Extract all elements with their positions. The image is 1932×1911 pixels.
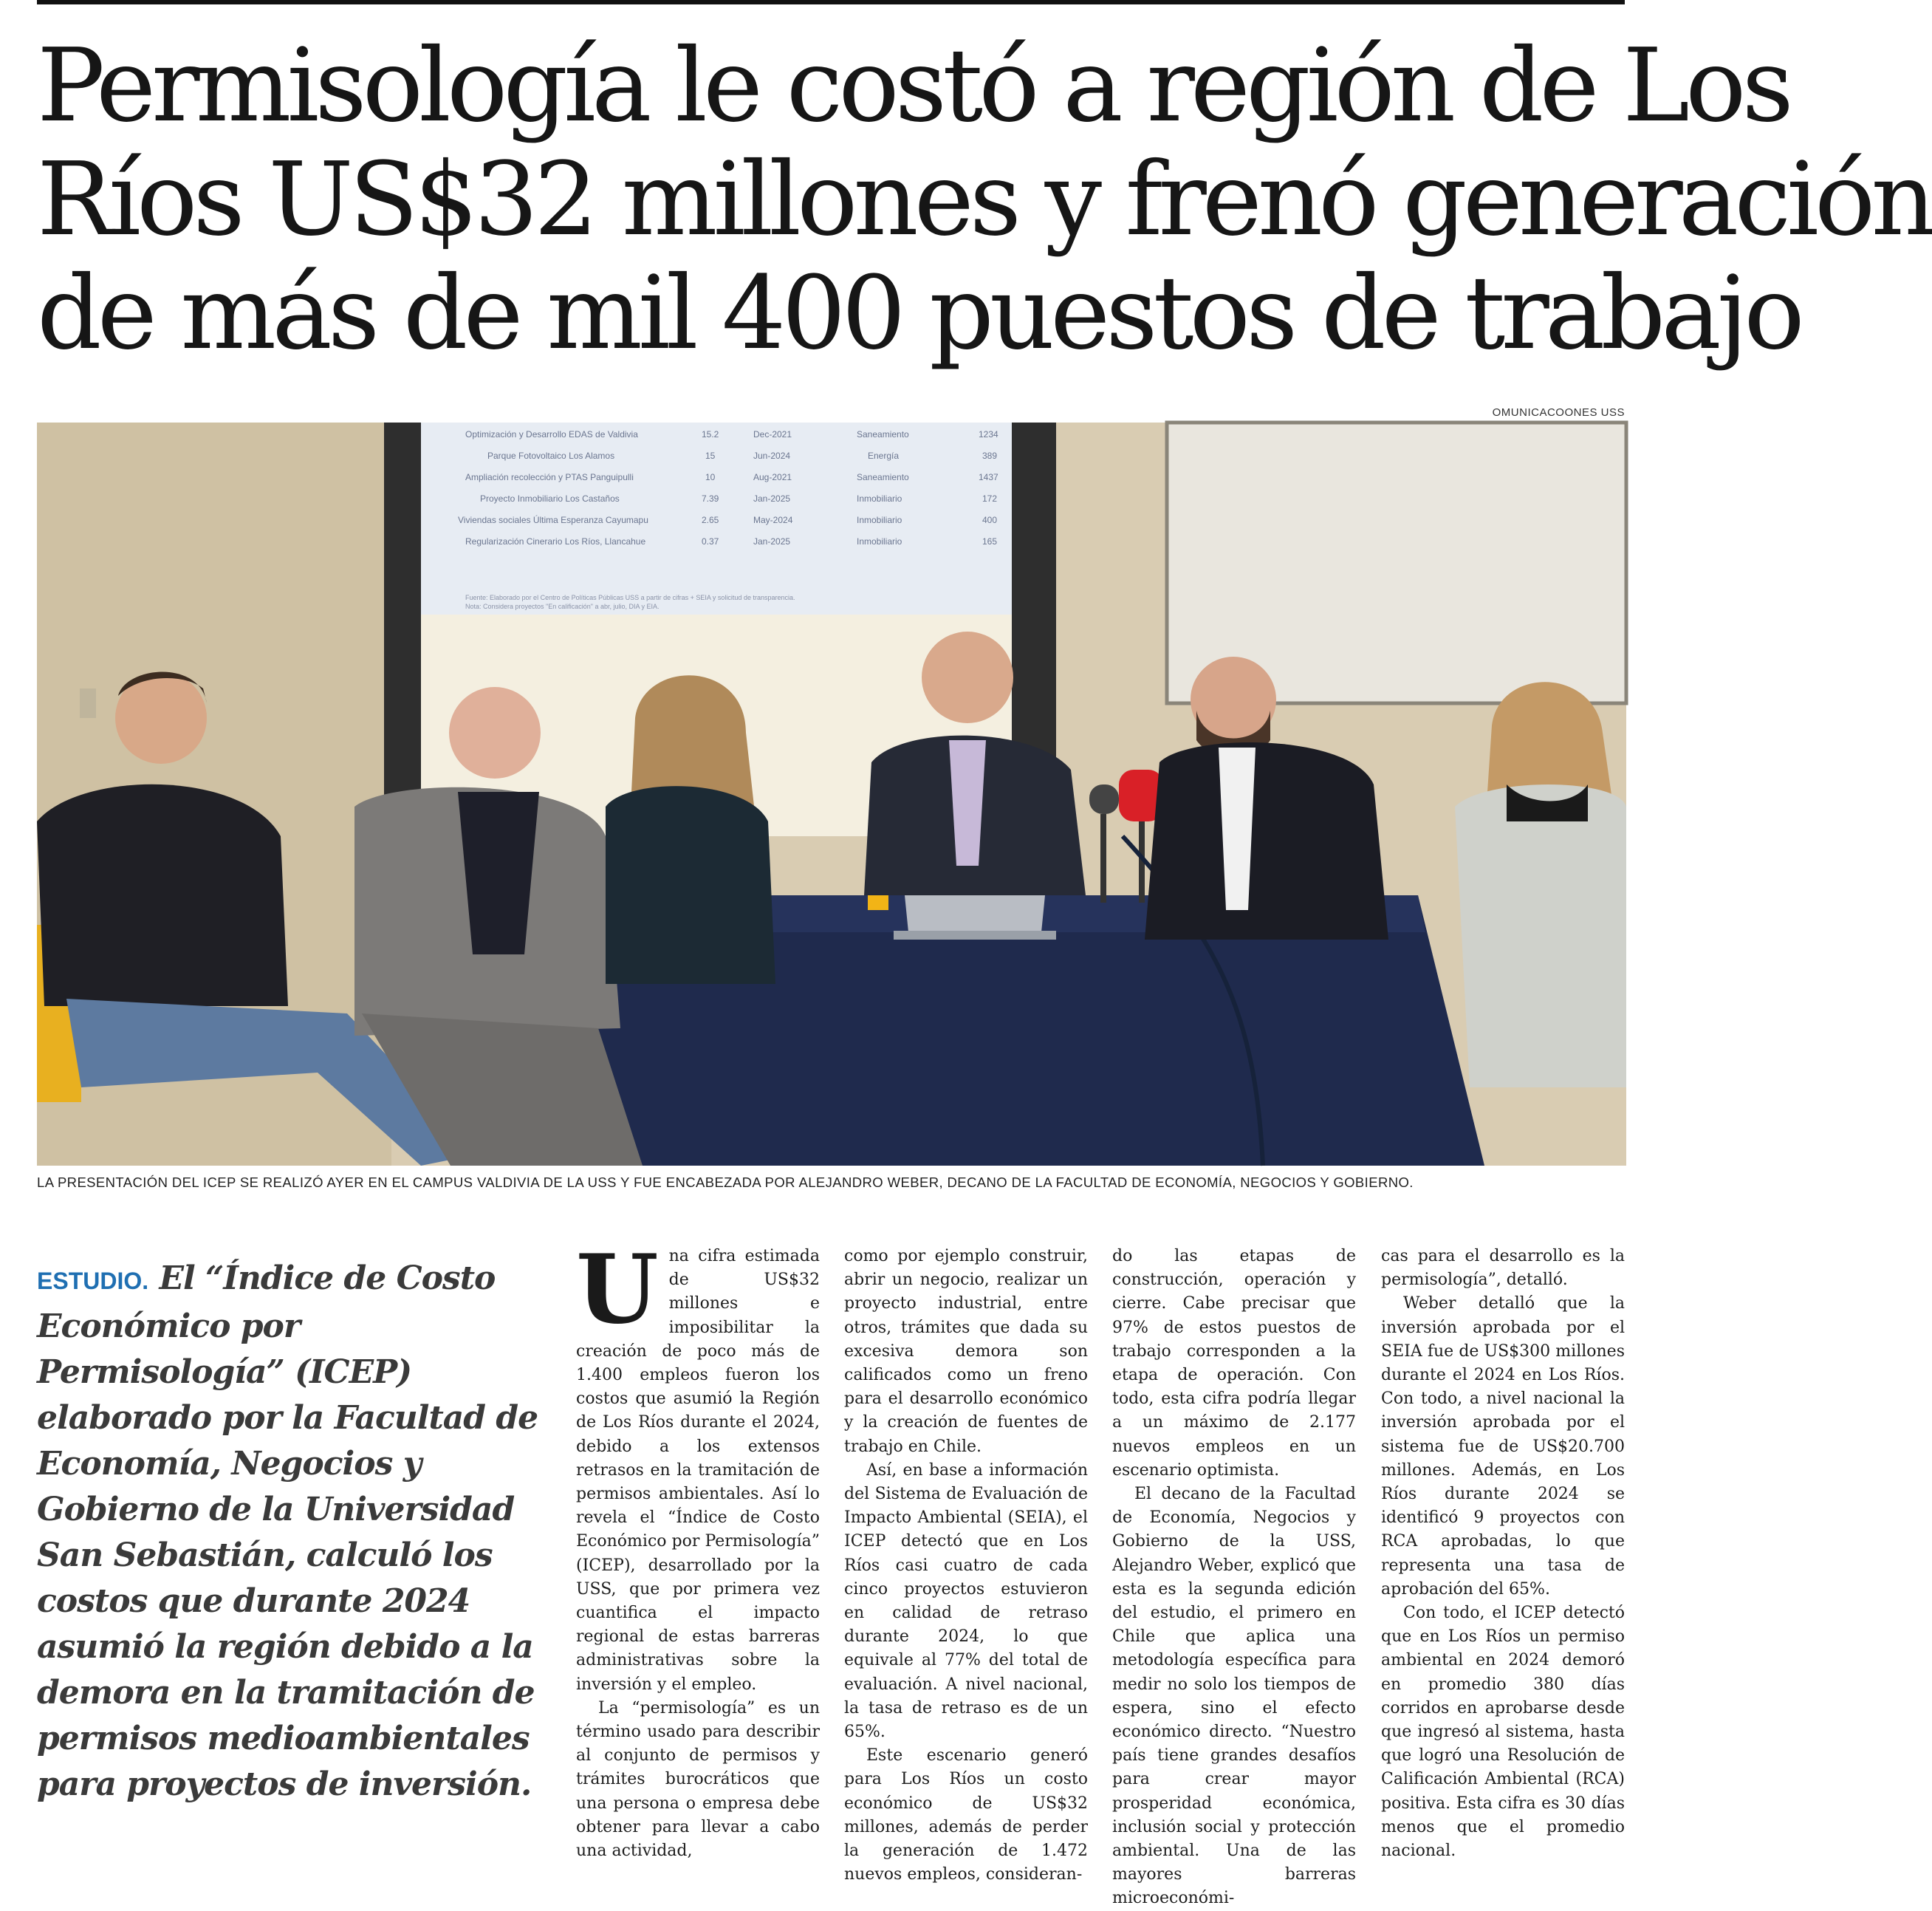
article-column-2 (844, 1245, 1088, 1887)
slide-row-4-jobs: 172 (982, 493, 998, 504)
slide-row-6-sector: Inmobiliario (857, 536, 902, 547)
slide-row-6-name: Regularización Cinerario Los Ríos, Llancahue (465, 536, 646, 547)
slide-row-2-jobs: 389 (982, 451, 998, 461)
slide-row-2-value: 15 (705, 451, 716, 461)
headline-line-3: de más de mil 400 puestos de trabajo (37, 255, 1801, 372)
top-rule (37, 0, 1625, 4)
lead-summary (37, 1256, 539, 1808)
slide-row-1-jobs: 1234 (979, 429, 998, 440)
slide-row-3-value: 10 (705, 472, 716, 482)
slide-row-5-name: Viviendas sociales Última Esperanza Cayumapu (458, 515, 648, 525)
article-column-1 (576, 1234, 820, 1863)
paragraph: Este escenario generó para Los Ríos un costo económico de US$32 millones, además de perder la generación de 1.472 nuevos empleos, consideran- (844, 1746, 1088, 1884)
slide-row-4-date: Jan-2025 (753, 493, 791, 504)
paragraph: cas para el desarrollo es la permisología”, detalló. (1381, 1247, 1625, 1290)
paragraph: Así, en base a información del Sistema de Evaluación de Impacto Ambiental (SEIA), el ICEP detectó que en Los Ríos casi cuatro de cada cinco proyectos estuvieron en calidad de retraso durante 2024, lo que equivale al 77% del total de evaluación. A nivel nacional, la tasa de retraso es de un 65%. (844, 1460, 1088, 1742)
headline (37, 27, 1932, 372)
article-column-4 (1381, 1245, 1625, 1863)
headline-line-1: Permisología le costó a región de Los (37, 27, 1789, 145)
slide-row-4-value: 7.39 (702, 493, 719, 504)
paragraph (576, 1234, 820, 1697)
paragraph: La “permisología” es un término usado para describir al conjunto de permisos y trámites burocráticos que una persona o empresa debe obtener para llevar a cabo una actividad, (576, 1698, 820, 1861)
paragraph: do las etapas de construcción, operación y cierre. Cabe precisar que 97% de estos puestos de trabajo corresponden a la etapa de operación. Con todo, esta cifra podría llegar a un máximo de 2.177 nuevos empleos en un escenario optimista. (1112, 1247, 1356, 1480)
headline-line-2: Ríos US$32 millones y frenó generación (37, 141, 1932, 259)
article-column-3 (1112, 1245, 1356, 1911)
paragraph: Weber detalló que la inversión aprobada por el SEIA fue de US$300 millones durante el 2024 en Los Ríos. Con todo, a nivel nacional la inversión aprobada por el sistema fue de US$20.700 millones. Además, en Los Ríos durante 2024 se identificó 9 proyectos con RCA aprobadas, lo que representa una tasa de aprobación del 65%. (1381, 1294, 1625, 1599)
slide-row-4-name: Proyecto Inmobiliario Los Castaños (480, 493, 620, 504)
paragraph: El decano de la Facultad de Economía, Negocios y Gobierno de la USS, Alejandro Weber, explicó que esta es la segunda edición del estudio, el primero en Chile que aplica una metodología específica para medir no solo los tiempos de espera, sino el efecto económico directo. “Nuestro país tiene grandes desafíos para crear mayor prosperidad económica, inclusión social y protección ambiental. Una de las mayores barreras microeconómi- (1112, 1485, 1356, 1908)
dropcap: U (576, 1234, 659, 1345)
photo-caption: LA PRESENTACIÓN DEL ICEP SE REALIZÓ AYER EN EL CAMPUS VALDIVIA DE LA USS Y FUE ENCABEZADA POR ALEJANDRO WEBER, DECANO DE LA FACULTAD DE ECONOMÍA, NEGOCIOS Y GOBIERNO. (37, 1175, 1414, 1190)
paragraph: como por ejemplo construir, abrir un negocio, realizar un proyecto industrial, entre otros, trámites que dada su excesiva demora son calificados como un freno para el desarrollo económico y la creación de fuentes de trabajo en Chile. (844, 1247, 1088, 1456)
slide-note: Nota: Considera proyectos "En calificación" a abr, julio, DIA y EIA. (465, 603, 660, 610)
news-photo (37, 423, 1626, 1166)
slide-row-3-name: Ampliación recolección y PTAS Panguipulli (465, 472, 634, 482)
slide-row-3-date: Aug-2021 (753, 472, 792, 482)
slide-row-3-sector: Saneamiento (857, 472, 909, 482)
slide-source: Fuente: Elaborado por el Centro de Políticas Públicas USS a partir de cifras + SEIA y solicitud de transparencia. (465, 594, 795, 601)
paragraph: Con todo, el ICEP detectó que en Los Ríos un permiso ambiental en 2024 demoró en promedio 380 días corridos en aprobarse desde que ingresó al sistema, hasta que logró una Resolución de Calificación Ambiental (RCA) positiva. Esta cifra es 30 días menos que el promedio nacional. (1381, 1604, 1625, 1861)
slide-row-5-sector: Inmobiliario (857, 515, 902, 525)
slide-row-1-name: Optimización y Desarrollo EDAS de Valdivia (465, 429, 638, 440)
paragraph-text: na cifra estimada de US$32 millones e imposibilitar la creación de poco más de 1.400 empleos fueron los costos que asumió la Región de Los Ríos durante el 2024, debido a los extensos retrasos en la tramitación de permisos ambientales. Así lo revela el “Índice de Costo Económico por Permisología” (ICEP), desarrollado por la USS, que por primera vez cuantifica el impacto regional de estas barreras administrativas sobre la inversión y el empleo. (576, 1247, 820, 1694)
slide-row-5-date: May-2024 (753, 515, 793, 525)
photo-credit: OMUNICACOONES USS (1492, 406, 1625, 419)
slide-row-5-value: 2.65 (702, 515, 719, 525)
slide-row-1-value: 15.2 (702, 429, 719, 440)
slide-row-1-date: Dec-2021 (753, 429, 792, 440)
lead-kicker: ESTUDIO. (37, 1268, 149, 1294)
slide-row-2-date: Jun-2024 (753, 451, 791, 461)
lead-text: El “Índice de Costo Económico por Permisología” (ICEP) elaborado por la Facultad de Economía, Negocios y Gobierno de la Universidad San Sebastián, calculó los costos que durante 2024 asumió la región debido a la demora en la tramitación de permisos medioambientales para proyectos de inversión. (37, 1259, 538, 1803)
slide-row-5-jobs: 400 (982, 515, 998, 525)
slide-row-4-sector: Inmobiliario (857, 493, 902, 504)
slide-row-2-sector: Energía (868, 451, 900, 461)
slide-row-2-name: Parque Fotovoltaico Los Alamos (487, 451, 615, 461)
slide-row-6-date: Jan-2025 (753, 536, 791, 547)
slide-row-6-value: 0.37 (702, 536, 719, 547)
slide-row-3-jobs: 1437 (979, 472, 998, 482)
slide-row-1-sector: Saneamiento (857, 429, 909, 440)
slide-row-6-jobs: 165 (982, 536, 998, 547)
